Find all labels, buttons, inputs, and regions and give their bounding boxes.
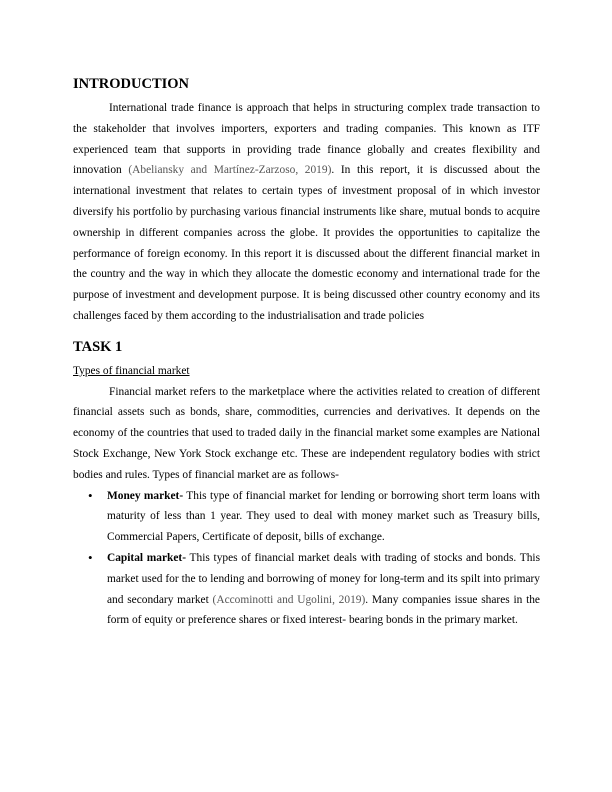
- financial-market-subheading: Types of financial market: [73, 364, 190, 377]
- financial-market-paragraph: Financial market refers to the marketplace where the activities related to creation of different financial assets such as bonds, share, commodities, currencies and derivatives. It depends on the economy of the countries that used to traded daily in the financial market some examples are National Stock Exchange, New York Stock exchange etc. These are independent regulatory bodies with strict bodies and rules. Types of financial market are as follows-: [73, 385, 540, 481]
- introduction-heading: INTRODUCTION: [73, 76, 190, 92]
- introduction-citation: (Abeliansky and Martínez-Zarzoso, 2019): [128, 164, 332, 177]
- introduction-text-1: International trade finance is approach that helps in structuring complex trade transaction to the stakeholder that involves importers, exporters and trading companies. This known as ITF experienced team that supports in providing trade finance globally and creates flexibility and innovation: [73, 102, 540, 177]
- task1-heading: TASK 1: [73, 338, 123, 355]
- page-content: [73, 74, 540, 631]
- bullet-icon: •: [88, 549, 93, 565]
- capital-market-text-2: . Many companies issue shares in the form of equity or preference shares or fixed interest- bearing bonds in the primary market.: [107, 593, 540, 627]
- bullet-icon: •: [88, 487, 93, 503]
- capital-market-term: Capital market-: [107, 551, 187, 564]
- introduction-text-2: . In this report, it is discussed about the international investment that relates to certain types of investment proposal of in which investor diversify his portfolio by purchasing various financial instruments like share, mutual bonds to acquire ownership in different companies across the globe. It provides the opportunities to capitalize the performance of foreign economy. In this report it is discussed about the different financial market in the country and the way in which they allocate the domestic economy and international trade for the purpose of investment and development purpose. It is being discussed other country economy and its challenges faced by them according to the industrialisation and trade policies: [73, 164, 541, 322]
- introduction-paragraph: [73, 98, 540, 327]
- list-item-money-market: [88, 486, 540, 548]
- capital-market-text-1: This types of financial market deals with trading of stocks and bonds. This market used for the to lending and borrowing of money for long-term and its spilt into primary and secondary market: [107, 551, 540, 606]
- money-market-term: Money market-: [107, 489, 184, 502]
- capital-market-citation: (Accominotti and Ugolini, 2019): [212, 593, 366, 606]
- market-types-list: [73, 486, 540, 632]
- money-market-text: This type of financial market for lending or borrowing short term loans with maturity of less than 1 year. They used to deal with money market such as Treasury bills, Commercial Papers, Certificate of deposit, bills of exchange.: [107, 489, 540, 544]
- list-item-capital-market: [88, 548, 540, 631]
